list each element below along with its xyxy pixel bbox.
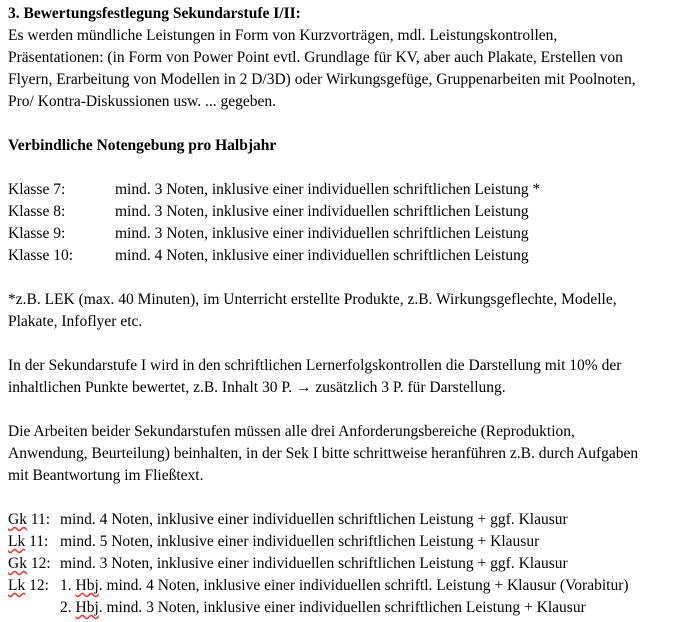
course-abbr: Gk: [8, 555, 27, 572]
sek1-line-2: inhaltlichen Punkte bewertet, z.B. Inhalt 30 P. → zusätzlich 3 P. für Darstellung.: [8, 379, 506, 396]
arbeiten-line-3: mit Beantwortung im Fließtext.: [8, 467, 204, 484]
arbeiten-line-2: Anwendung, Beurteilung) beinhalten, in der Sek I bitte schrittweise heranführen z.B. durch Aufgaben: [8, 445, 639, 462]
class-text: mind. 3 Noten, inklusive einer individuellen schriftlichen Leistung: [115, 203, 529, 220]
footnote-line-2: Plakate, Infoflyer etc.: [8, 313, 143, 330]
subheading: Verbindliche Notengebung pro Halbjahr: [8, 137, 277, 154]
course-num: 11:: [26, 511, 51, 528]
course-abbr: Gk: [8, 511, 27, 528]
sek1-line-1: In der Sekundarstufe I wird in den schriftlichen Lernerfolgskontrollen die Darstellung mit 10% der: [8, 357, 622, 374]
intro-line-4: Pro/ Kontra-Diskussionen usw. ... gegeben.: [8, 93, 277, 110]
hbj-word: Hbj: [75, 577, 99, 594]
class-label: Klasse 7:: [8, 181, 66, 198]
arbeiten-line-1: Die Arbeiten beider Sekundarstufen müssen alle drei Anforderungsbereiche (Reproduktion,: [8, 423, 575, 440]
class-text: mind. 4 Noten, inklusive einer individuellen schriftlichen Leistung: [115, 247, 529, 264]
course-row: [8, 575, 629, 597]
class-row: [8, 201, 529, 223]
course-abbr: Lk: [8, 577, 26, 594]
course-text: mind. 5 Noten, inklusive einer individuellen schriftlichen Leistung + Klausur: [60, 533, 540, 550]
course-abbr: Lk: [8, 533, 26, 550]
course-text-pre: 1.: [60, 577, 76, 594]
course-text-pre: 2.: [60, 599, 76, 616]
course-row: [8, 553, 568, 575]
intro-line-2: Präsentationen: (in Form von Power Point evtl. Grundlage für KV, aber auch Plakate, Erstellen von: [8, 49, 623, 66]
course-num: 12:: [26, 555, 51, 572]
hbj-word: Hbj: [75, 599, 99, 616]
class-label: Klasse 8:: [8, 203, 66, 220]
class-text: mind. 3 Noten, inklusive einer individuellen schriftlichen Leistung *: [115, 181, 541, 198]
class-row: [8, 179, 540, 201]
footnote-line-1: *z.B. LEK (max. 40 Minuten), im Unterricht erstellte Produkte, z.B. Wirkungsgeflechte, Modelle,: [8, 291, 617, 308]
class-label: Klasse 10:: [8, 247, 74, 264]
intro-line-1: Es werden mündliche Leistungen in Form von Kurzvorträgen, mdl. Leistungskontrollen,: [8, 27, 558, 44]
course-row: [8, 509, 568, 531]
class-text: mind. 3 Noten, inklusive einer individuellen schriftlichen Leistung: [115, 225, 529, 242]
class-label: Klasse 9:: [8, 225, 66, 242]
course-row-continued: [60, 597, 586, 619]
course-row: [8, 531, 539, 553]
intro-line-3: Flyern, Erarbeitung von Modellen in 2 D/3D) oder Wirkungsgefüge, Gruppenarbeiten mit Poolnoten,: [8, 71, 636, 88]
course-text: mind. 4 Noten, inklusive einer individuellen schriftlichen Leistung + ggf. Klausur: [60, 511, 568, 528]
course-text-post: . mind. 4 Noten, inklusive einer individuellen schriftl. Leistung + Klausur (Vorabitur): [98, 577, 629, 594]
class-row: [8, 223, 529, 245]
class-row: [8, 245, 529, 267]
course-text-post: . mind. 3 Noten, inklusive einer individuellen schriftlichen Leistung + Klausur: [98, 599, 586, 616]
course-num: 11:: [25, 533, 49, 550]
section-heading: 3. Bewertungsfestlegung Sekundarstufe I/II:: [8, 5, 301, 22]
course-num: 12:: [25, 577, 49, 594]
course-text: mind. 3 Noten, inklusive einer individuellen schriftlichen Leistung + ggf. Klausur: [60, 555, 568, 572]
